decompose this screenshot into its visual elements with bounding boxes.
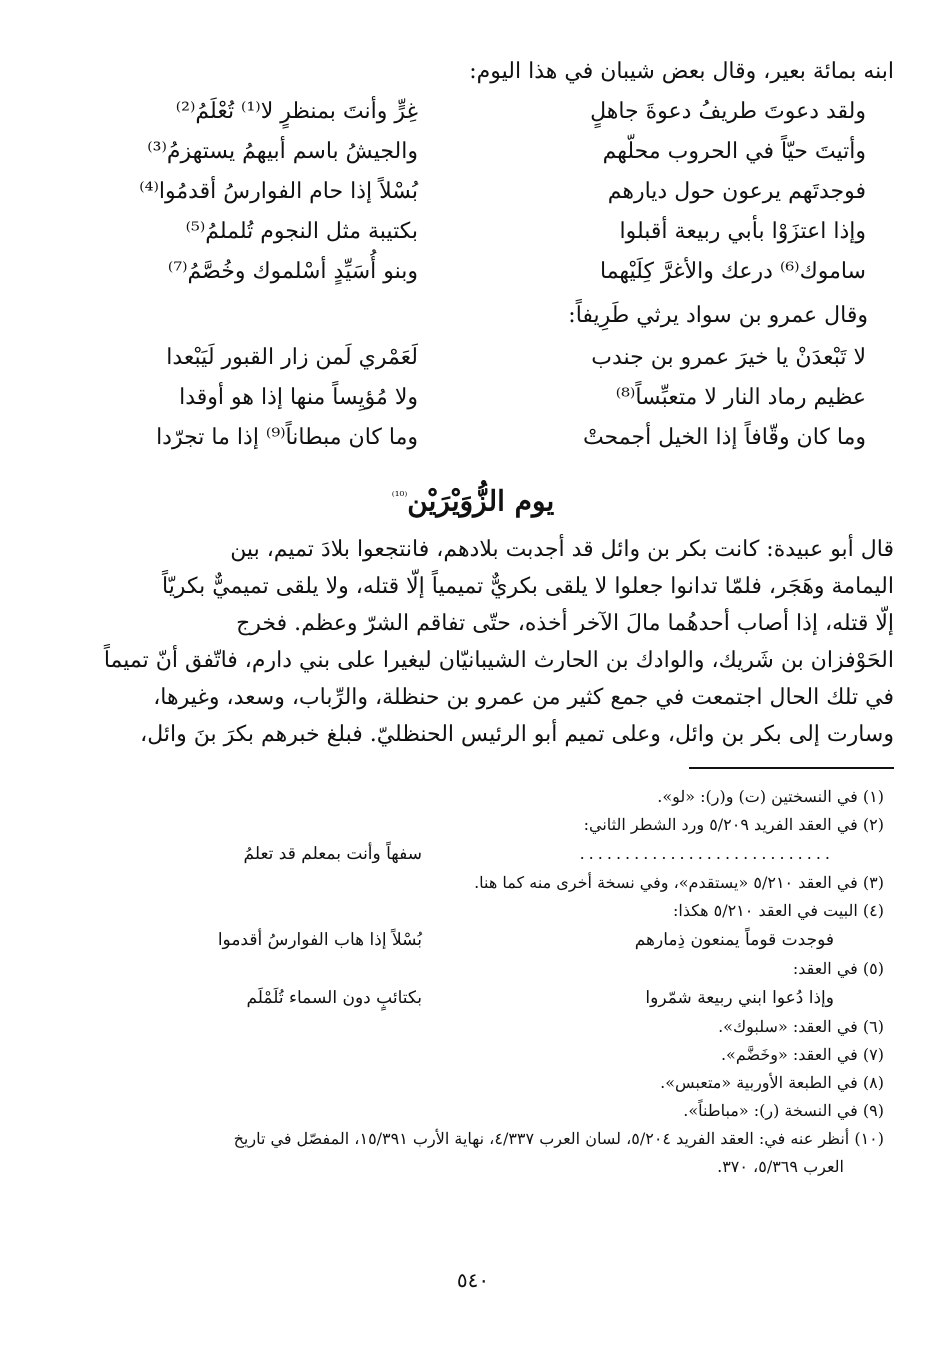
variant-hemistich: فوجدت قوماً يمنعون ذِمارهم (634, 930, 834, 951)
section-title: يوم الزُّوَيْرَيْن (407, 484, 555, 518)
second-hemistich: والجيشُ باسم أبيهمُ يستهزمُ⁽³⁾ (147, 139, 418, 164)
second-hemistich: ولا مُؤيِساً منها إذا هو أوقدا (179, 385, 418, 410)
body-paragraph (52, 531, 894, 753)
verse-row (52, 172, 894, 212)
footnote-verse (52, 983, 884, 1013)
first-hemistich: عظيم رماد النار لا متعبِّساً⁽⁸⁾ (615, 385, 866, 410)
first-hemistich: ولقد دعوتَ طريفُ دعوةَ جاهلٍ (590, 99, 866, 124)
footnote-separator (689, 767, 894, 769)
verse-row (52, 418, 894, 458)
first-hemistich: فوجدتَهم يرعون حول ديارهم (607, 179, 866, 204)
first-hemistich: لا تَبْعدَنْ يا خيرَ عمرو بن جندب (591, 345, 866, 370)
paragraph-line: اليمامة وهَجَر، فلمّا تدانوا جعلوا لا يلقى بكريٌّ تميمياً إلّا قتله، ولا يلقى تميميٌّ بكريّاً (161, 574, 894, 600)
second-hemistich: وما كان مبطاناً⁽⁹⁾ إذا ما تجرّدا (156, 425, 418, 450)
paragraph-line: إلّا قتله، إذا أصاب أحدهُما مالَ الآخر أخذه، حتّى تفاقم الشرّ وعظم. فخرج (236, 611, 894, 637)
verse-row (52, 212, 894, 252)
footnote-5: (٥) في العقد: (792, 959, 884, 979)
footnote-marker: ⁽¹⁰⁾ (391, 489, 408, 503)
intro-line: ابنه بمائة بعير، وقال بعض شيبان في هذا اليوم: (469, 59, 894, 84)
poem-1 (52, 92, 894, 292)
second-hemistich: غِرٍّ وأنتَ بمنظرٍ لا⁽¹⁾ تُعْلَمُ⁽²⁾ (175, 99, 418, 124)
footnote-7: (٧) في العقد: «وخَضَّم». (720, 1045, 884, 1065)
paragraph-line: في تلك الحال اجتمعت في جمع كثير من عمرو بن حنظلة، والرِّباب، وسعد، وغيرها، (153, 685, 894, 711)
poem-2 (52, 338, 894, 458)
paragraph-line: الحَوْفزان بن شَريك، والوادك بن الحارث الشيبانيّان ليغيرا على بني دارم، فاتّفق أنّ تميماً (103, 648, 894, 674)
footnote-4: (٤) البيت في العقد ٥/٢١٠ هكذا: (673, 901, 884, 921)
footnote-8: (٨) في الطبعة الأوربية «متعبس». (660, 1073, 884, 1093)
section-heading (52, 466, 894, 531)
paragraph-line: وسارت إلى بكر بن وائل، وعلى تميم أبو الرئيس الحنظليّ. فبلغ خبرهم بكرَ بنَ وائل، (140, 722, 894, 748)
verse-row (52, 338, 894, 378)
footnote-1: (١) في النسختين (ت) و(ر): «لو». (657, 787, 884, 807)
second-hemistich: بُسْلاً إذا حام الفوارسُ أقدمُوا⁽⁴⁾ (139, 179, 418, 204)
book-page (52, 52, 894, 1181)
verse-row (52, 378, 894, 418)
second-hemistich: وبنو أُسَيِّدٍ أسْلموك وخُصَّمُ⁽⁷⁾ (167, 259, 418, 284)
footnote-10-continued: العرب ٥/٣٦٩، ٣٧٠. (717, 1157, 844, 1177)
poem-2-intro: وقال عمرو بن سواد يرثي طَرِيفاً: (568, 303, 868, 328)
second-hemistich: بكتيبة مثل النجوم تُلملمُ⁽⁵⁾ (185, 219, 418, 244)
footnote-verse (52, 839, 884, 869)
first-hemistich: وإذا اعتزَوْا بأبي ربيعة أقبلوا (619, 219, 866, 244)
verse-row (52, 252, 894, 292)
footnote-2: (٢) في العقد الفريد ٥/٢٠٩ ورد الشطر الثاني: (583, 815, 884, 835)
footnote-9: (٩) في النسخة (ر): «مباطناً». (683, 1101, 884, 1121)
footnote-6: (٦) في العقد: «سلبوك». (718, 1017, 884, 1037)
footnote-3: (٣) في العقد ٥/٢١٠ «يستقدم»، وفي نسخة أخرى منه كما هنا. (474, 873, 884, 893)
paragraph-line: قال أبو عبيدة: كانت بكر بن وائل قد أجدبت بلادهم، فانتجعوا بلادَ تميم، بين (230, 537, 894, 563)
first-hemistich: وما كان وقّافاً إذا الخيل أجمحتْ (582, 425, 866, 450)
first-hemistich: وأتيتَ حيّاً في الحروب محلّهم (602, 139, 866, 164)
variant-hemistich: بُسْلاً إذا هاب الفوارسُ أقدموا (217, 930, 422, 951)
second-hemistich: لَعَمْري لَمن زار القبور لَيَبْعدا (166, 345, 418, 370)
verse-row (52, 132, 894, 172)
page-number: ٥٤٠ (456, 1268, 490, 1292)
footnote-10: (١٠) أنظر عنه في: العقد الفريد ٥/٢٠٤، لسان العرب ٤/٣٣٧، نهاية الأرب ١٥/٣٩١، المفصّل في تاريخ (233, 1129, 884, 1149)
footnotes (52, 783, 894, 1181)
variant-hemistich: سفهاً وأنت بمعلم قد تعلمُ (243, 844, 422, 865)
first-hemistich: ساموك⁽⁶⁾ درعك والأغرَّ كِلَيْهما (599, 259, 866, 284)
verse-row (52, 92, 894, 132)
footnote-verse (52, 925, 884, 955)
variant-hemistich: بكتائبٍ دون السماء تُلَمْلَم (246, 988, 422, 1009)
variant-hemistich: وإذا دُعوا ابني ربيعة شمّروا (645, 988, 834, 1009)
elided-hemistich: ............................ (579, 844, 834, 864)
